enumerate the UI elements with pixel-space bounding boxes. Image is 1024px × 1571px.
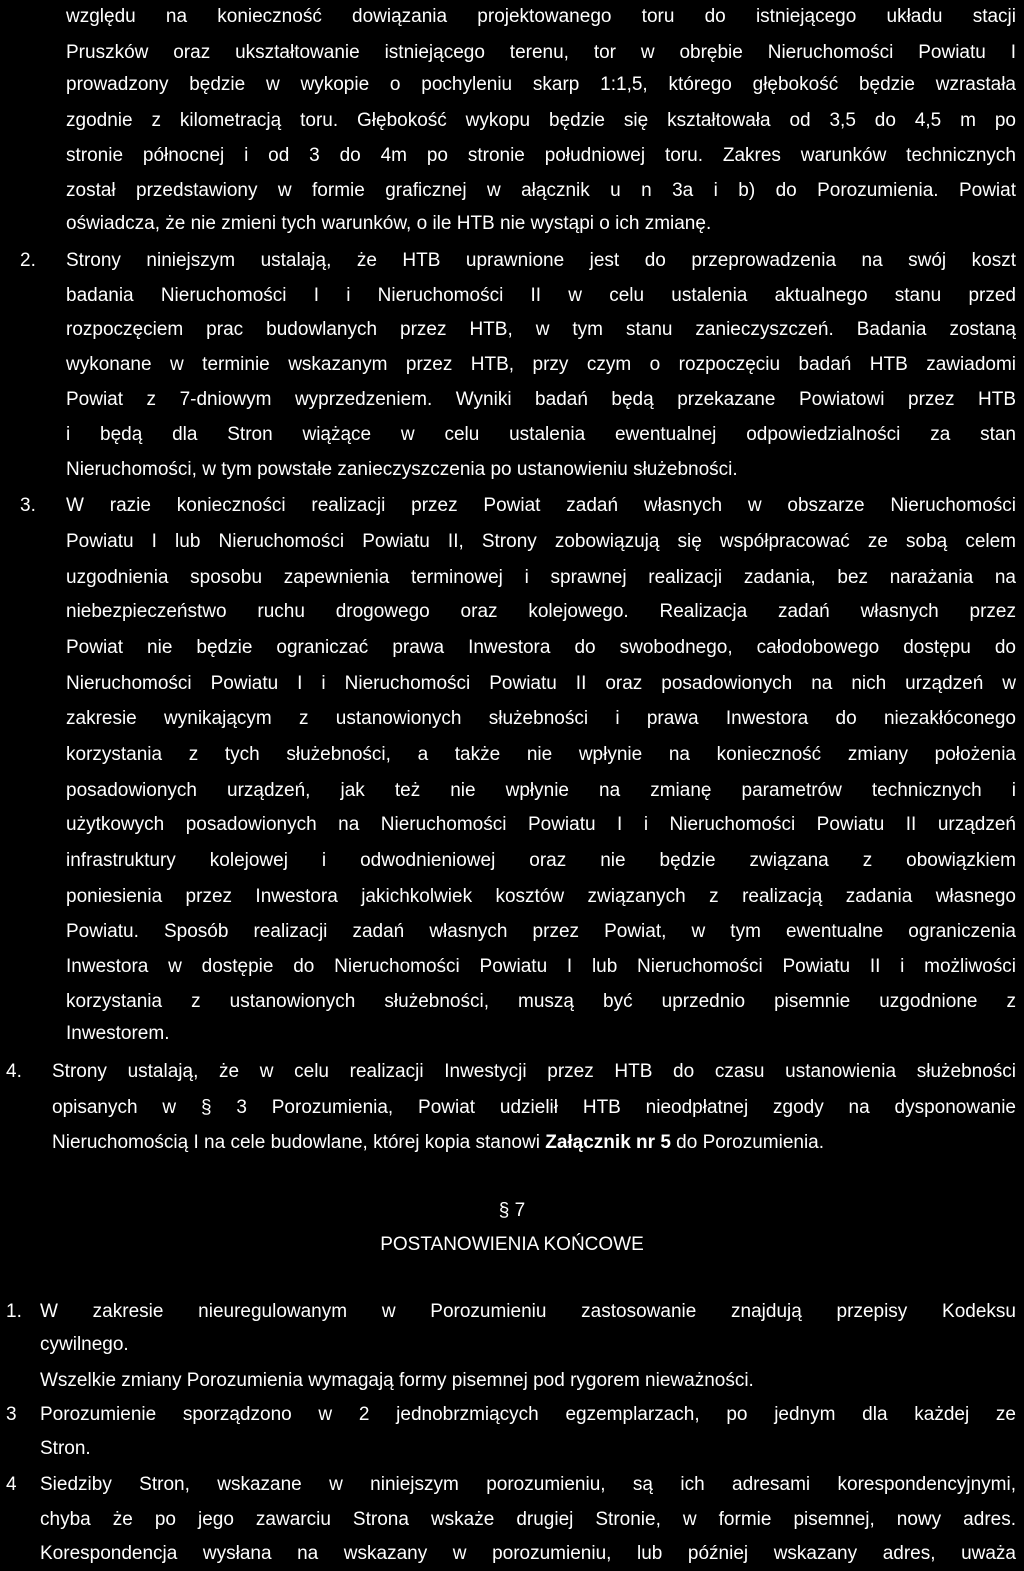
item-3-line-3: uzgodnienia sposobu zapewnienia terminowej i sprawnej realizacji zadania, bez narażania na [66,567,1016,588]
item-4-line-2: opisanych w § 3 Porozumienia, Powiat udzielił HTB nieodpłatnej zgody na dysponowanie [52,1097,1016,1118]
intro-line-5: stronie północnej i od 3 do 4m po stronie południowej toru. Zakres warunków technicznych [66,145,1016,166]
intro-line-4: zgodnie z kilometracją toru. Głębokość wykopu będzie się kształtowała od 3,5 do 4,5 m po [66,110,1016,131]
item-3-line-9: posadowionych urządzeń, jak też nie wpłynie na zmianę parametrów technicznych i [66,780,1016,801]
item-4-line-3-suffix: do Porozumienia. [670,1132,825,1153]
item-3-line-1: W razie konieczności realizacji przez Powiat zadań własnych w obszarze Nieruchomości [66,495,1016,516]
final-item-4-line-3: Korespondencja wysłana na wskazany w porozumieniu, lub później wskazany adres, uważa [40,1543,1016,1564]
item-3-line-10: użytkowych posadowionych na Nieruchomości Powiatu I i Nieruchomości Powiatu II urządzeń [66,814,1016,835]
intro-line-6: został przedstawiony w formie graficznej w ałącznik u n 3a i b) do Porozumienia. Powiat [66,180,1016,201]
item-2-line-5: Powiat z 7-dniowym wyprzedzeniem. Wyniki badań będą przekazane Powiatowi przez HTB [66,389,1016,410]
item-4-line-1: Strony ustalają, że w celu realizacji Inwestycji przez HTB do czasu ustanowienia służebności [52,1061,1016,1082]
section-symbol: § 7 [498,1200,526,1221]
item-2-line-1: Strony niniejszym ustalają, że HTB uprawnione jest do przeprowadzenia na swój koszt [66,250,1016,271]
final-item-4-line-2: chyba że po jego zawarciu Strona wskaże drugiej Stronie, w formie pisemnej, nowy adres. [40,1509,1016,1530]
item-2-line-2: badania Nieruchomości I i Nieruchomości II w celu ustalenia aktualnego stanu przed [66,285,1016,306]
item-4-number: 4. [6,1061,22,1082]
item-3-line-12: poniesienia przez Inwestora jakichkolwiek kosztów związanych z realizacją zadania własnego [66,886,1016,907]
section-title: POSTANOWIENIA KOŃCOWE [380,1234,644,1255]
item-2-line-3: rozpoczęciem prac budowlanych przez HTB, w tym stanu zanieczyszczeń. Badania zostaną [66,319,1016,340]
item-3-line-16: Inwestorem. [66,1023,170,1044]
item-2-line-6: i będą dla Stron wiążące w celu ustalenia ewentualnej odpowiedzialności za stan [66,424,1016,445]
final-item-1-number: 1. [6,1301,22,1322]
final-item-4-number: 4 [6,1474,17,1495]
attachment-reference: Załącznik nr 5 [545,1132,671,1153]
item-3-number: 3. [20,495,36,516]
item-3-line-7: zakresie wynikającym z ustanowionych służebności i prawa Inwestora do niezakłóconego [66,708,1016,729]
final-item-1-line-2: cywilnego. [40,1334,129,1355]
item-3-line-11: infrastruktury kolejowej i odwodnieniowej oraz nie będzie związana z obowiązkiem [66,850,1016,871]
final-item-3-line-2: Stron. [40,1438,91,1459]
item-4-line-3 [52,1132,1016,1154]
item-3-line-6: Nieruchomości Powiatu I i Nieruchomości Powiatu II oraz posadowionych na nich urządzeń w [66,673,1016,694]
item-3-line-15: korzystania z ustanowionych służebności, muszą być uprzednio pisemnie uzgodnione z [66,991,1016,1012]
item-2-line-4: wykonane w terminie wskazanym przez HTB, przy czym o rozpoczęciu badań HTB zawiadomi [66,354,1016,375]
item-2-number: 2. [20,250,36,271]
intro-line-2: Pruszków oraz ukształtowanie istniejącego terenu, tor w obrębie Nieruchomości Powiatu I [66,42,1016,63]
final-item-2-line-1: Wszelkie zmiany Porozumienia wymagają formy pisemnej pod rygorem nieważności. [40,1370,754,1391]
final-item-3-number: 3 [6,1404,17,1425]
item-3-line-8: korzystania z tych służebności, a także nie wpłynie na konieczność zmiany położenia [66,744,1016,765]
item-3-line-5: Powiat nie będzie ograniczać prawa Inwestora do swobodnego, całodobowego dostępu do [66,637,1016,658]
item-4-line-3-prefix: Nieruchomością I na cele budowlane, której kopia stanowi [52,1132,546,1153]
final-item-1-line-1: W zakresie nieuregulowanym w Porozumieniu zastosowanie znajdują przepisy Kodeksu [40,1301,1016,1322]
item-2-line-7: Nieruchomości, w tym powstałe zanieczyszczenia po ustanowieniu służebności. [66,459,738,480]
item-3-line-2: Powiatu I lub Nieruchomości Powiatu II, Strony zobowiązują się współpracować ze sobą celem [66,531,1016,552]
final-item-3-line-1: Porozumienie sporządzono w 2 jednobrzmiących egzemplarzach, po jednym dla każdej ze [40,1404,1016,1425]
item-3-line-13: Powiatu. Sposób realizacji zadań własnych przez Powiat, w tym ewentualne ograniczenia [66,921,1016,942]
item-3-line-4: niebezpieczeństwo ruchu drogowego oraz kolejowego. Realizacja zadań własnych przez [66,601,1016,622]
intro-line-3: prowadzony będzie w wykopie o pochyleniu skarp 1:1,5, którego głębokość będzie wzrastała [66,74,1016,95]
intro-line-1: względu na konieczność dowiązania projektowanego toru do istniejącego układu stacji [66,6,1016,27]
final-item-4-line-1: Siedziby Stron, wskazane w niniejszym porozumieniu, są ich adresami korespondencyjnymi, [40,1474,1016,1495]
intro-line-7: oświadcza, że nie zmieni tych warunków, o ile HTB nie wystąpi o ich zmianę. [66,213,712,234]
item-3-line-14: Inwestora w dostępie do Nieruchomości Powiatu I lub Nieruchomości Powiatu II i możliwości [66,956,1016,977]
